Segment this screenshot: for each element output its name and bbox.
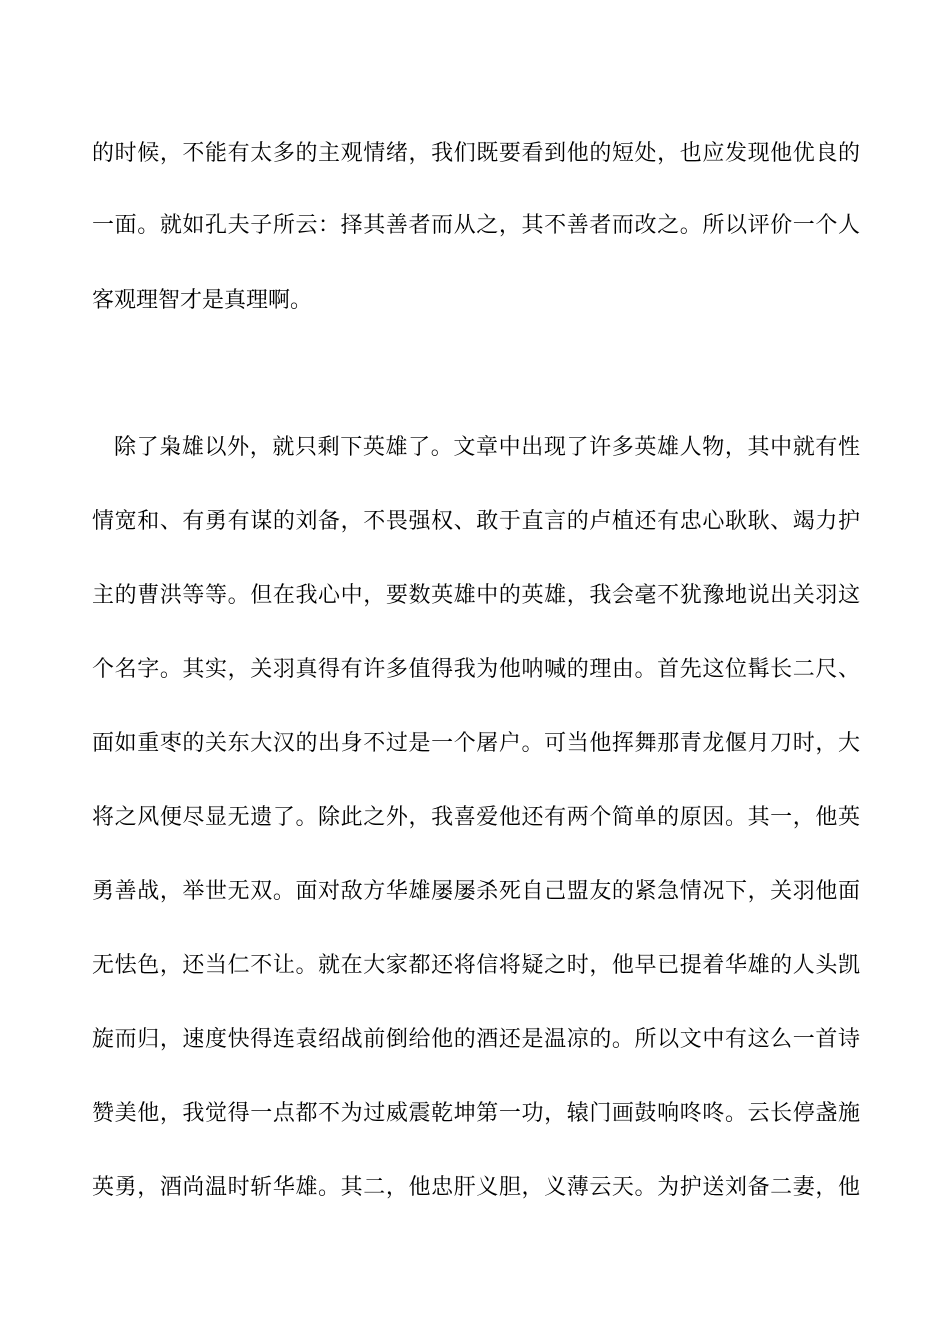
text-line: 英勇，酒尚温时斩华雄。其二，他忠肝义胆，义薄云天。为护送刘备二妻，他	[92, 1175, 860, 1200]
text-line: 的时候，不能有太多的主观情绪，我们既要看到他的短处，也应发现他优良的	[92, 141, 860, 166]
text-line: 除了枭雄以外，就只剩下英雄了。文章中出现了许多英雄人物，其中就有性	[114, 435, 860, 460]
text-line: 客观理智才是真理啊。	[92, 288, 313, 313]
text-line: 主的曹洪等等。但在我心中，要数英雄中的英雄，我会毫不犹豫地说出关羽这	[92, 583, 860, 608]
text-line: 勇善战，举世无双。面对敌方华雄屡屡杀死自己盟友的紧急情况下，关羽他面	[92, 879, 860, 904]
text-line: 赞美他，我觉得一点都不为过威震乾坤第一功，辕门画鼓响咚咚。云长停盏施	[92, 1101, 860, 1126]
text-line: 情宽和、有勇有谋的刘备，不畏强权、敢于直言的卢植还有忠心耿耿、竭力护	[92, 509, 860, 534]
text-line: 旋而归，速度快得连袁绍战前倒给他的酒还是温凉的。所以文中有这么一首诗	[92, 1027, 860, 1052]
text-line: 一面。就如孔夫子所云：择其善者而从之，其不善者而改之。所以评价一个人	[92, 213, 860, 238]
text-line: 将之风便尽显无遗了。除此之外，我喜爱他还有两个简单的原因。其一，他英	[92, 805, 860, 830]
text-line: 无怯色，还当仁不让。就在大家都还将信将疑之时，他早已提着华雄的人头凯	[92, 953, 860, 978]
text-line: 面如重枣的关东大汉的出身不过是一个屠户。可当他挥舞那青龙偃月刀时，大	[92, 731, 860, 756]
text-line: 个名字。其实，关羽真得有许多值得我为他呐喊的理由。首先这位髯长二尺、	[92, 657, 860, 682]
